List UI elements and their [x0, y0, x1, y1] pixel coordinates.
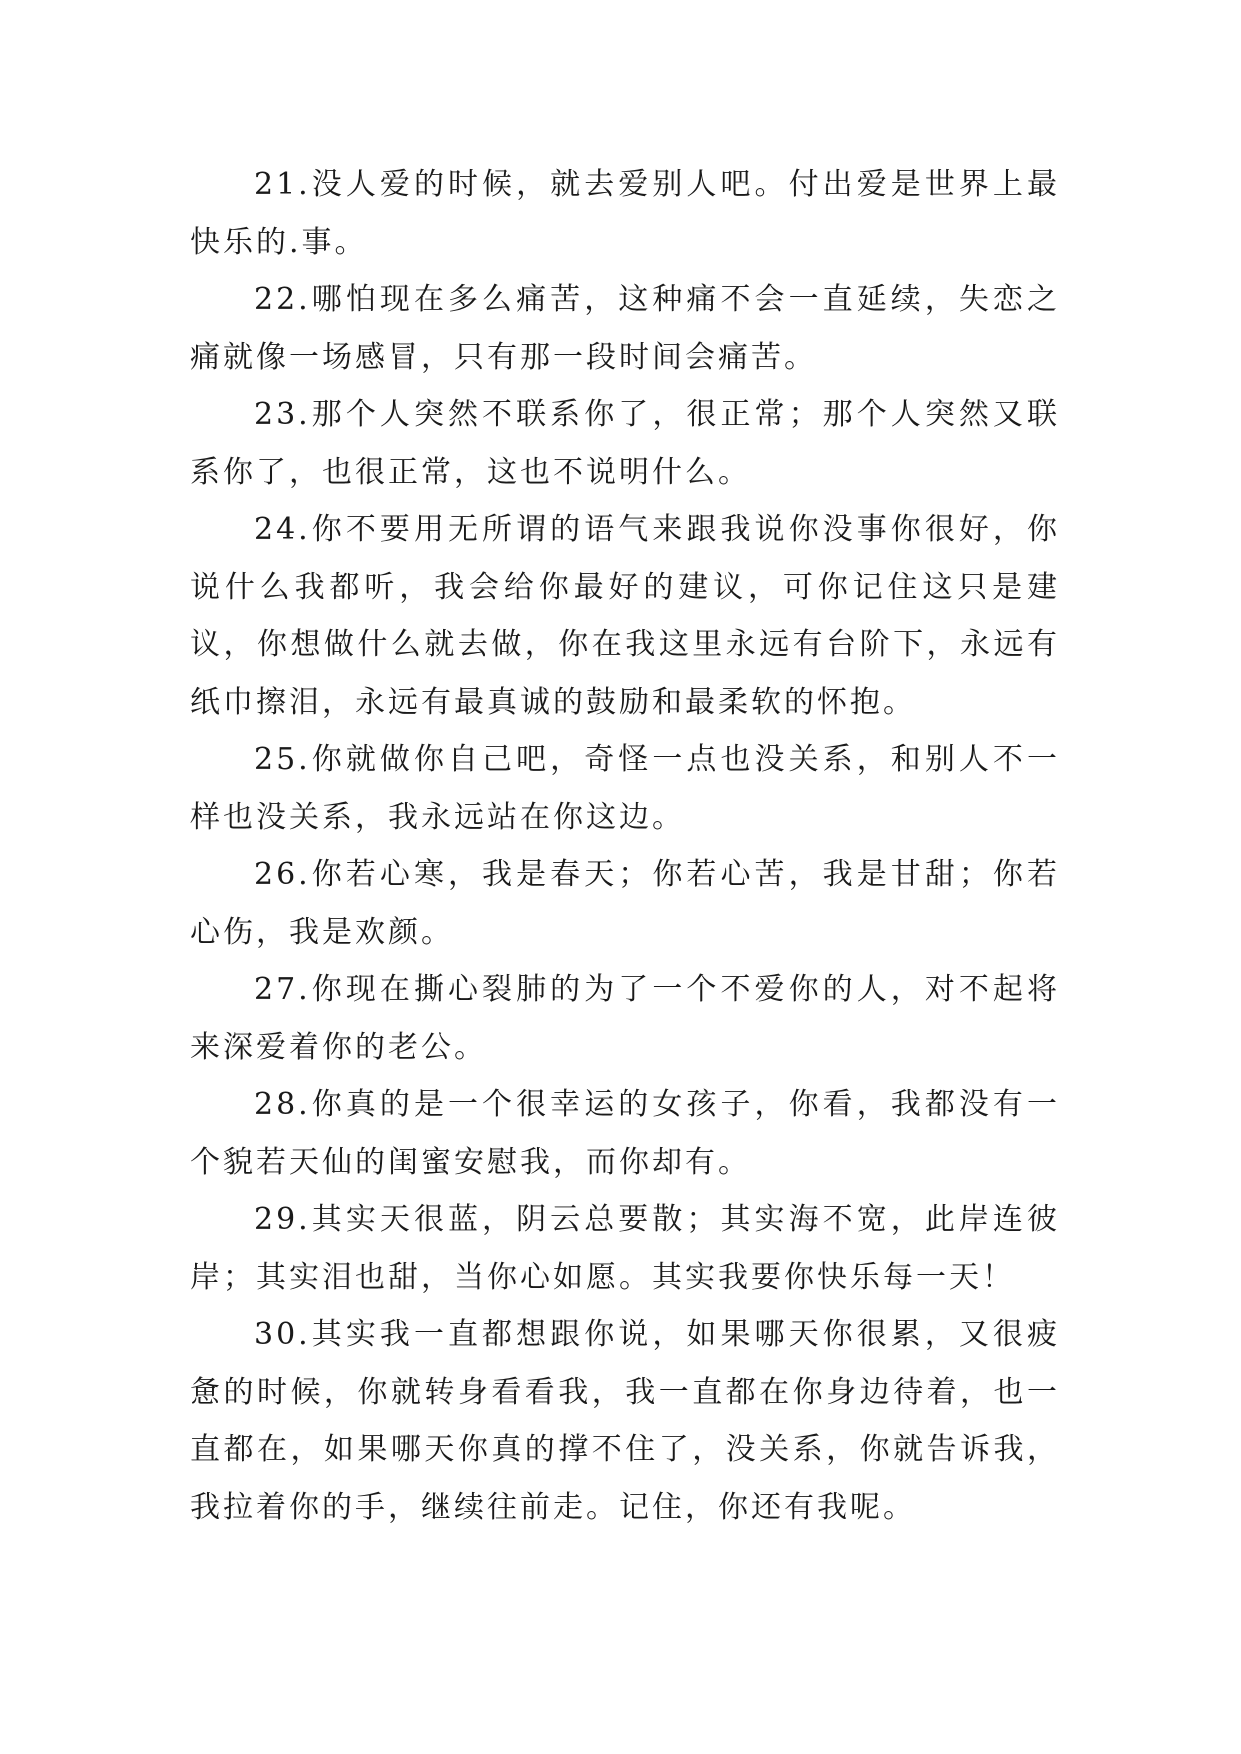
paragraph-21: 21.没人爱的时候，就去爱别人吧。付出爱是世界上最快乐的.事。 [190, 167, 1060, 260]
paragraph-30: 30.其实我一直都想跟你说，如果哪天你很累，又很疲惫的时候，你就转身看看我，我一直都在你身边待着，也一直都在，如果哪天你真的撑不住了，没关系，你就告诉我，我拉着你的手，继续往前走。记住，你还有我呢。 [190, 1317, 1060, 1525]
paragraph-29: 29.其实天很蓝，阴云总要散；其实海不宽，此岸连彼岸；其实泪也甜，当你心如愿。其实我要你快乐每一天！ [190, 1202, 1060, 1295]
paragraph-24: 24.你不要用无所谓的语气来跟我说你没事你很好，你说什么我都听，我会给你最好的建议，可你记住这只是建议，你想做什么就去做，你在我这里永远有台阶下，永远有纸巾擦泪，永远有最真诚的鼓励和最柔软的怀抱。 [190, 512, 1060, 720]
paragraph-25: 25.你就做你自己吧，奇怪一点也没关系，和别人不一样也没关系，我永远站在你这边。 [190, 742, 1060, 835]
paragraph-22: 22.哪怕现在多么痛苦，这种痛不会一直延续，失恋之痛就像一场感冒，只有那一段时间会痛苦。 [190, 282, 1060, 375]
document-body [190, 156, 1060, 1536]
paragraph-23: 23.那个人突然不联系你了，很正常；那个人突然又联系你了，也很正常，这也不说明什么。 [190, 397, 1060, 490]
paragraph-26: 26.你若心寒，我是春天；你若心苦，我是甘甜；你若心伤，我是欢颜。 [190, 857, 1060, 950]
paragraph-27: 27.你现在撕心裂肺的为了一个不爱你的人，对不起将来深爱着你的老公。 [190, 972, 1060, 1065]
paragraph-28: 28.你真的是一个很幸运的女孩子，你看，我都没有一个貌若天仙的闺蜜安慰我，而你却有。 [190, 1087, 1060, 1180]
